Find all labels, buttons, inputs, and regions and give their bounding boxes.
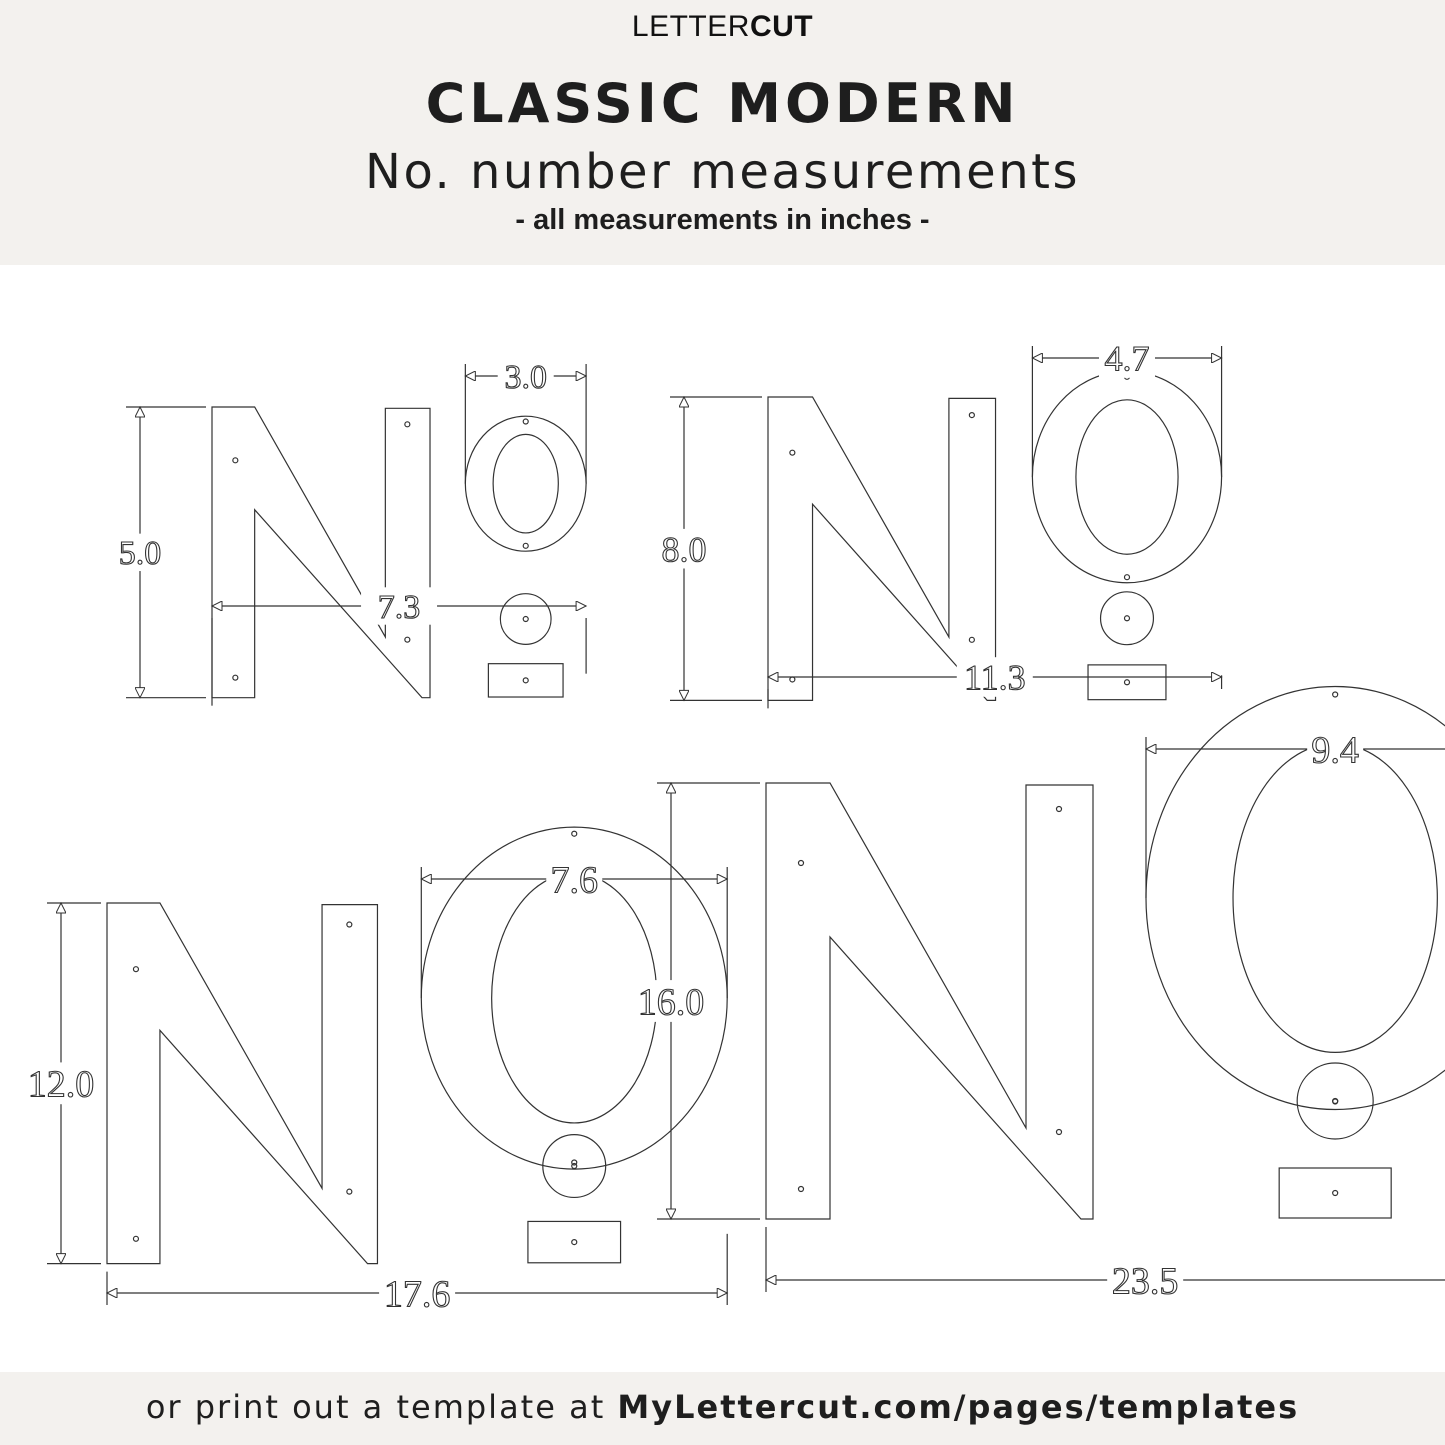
- mount-hole: [405, 422, 410, 427]
- footer-text: [0, 1388, 1445, 1426]
- letter-n-outline: [766, 783, 1093, 1219]
- mount-hole: [572, 831, 577, 836]
- units-note: - all measurements in inches -: [515, 204, 930, 236]
- o-width-label: 7.6: [550, 859, 598, 902]
- mount-hole: [572, 1240, 577, 1245]
- letter-o-outer: [1146, 687, 1445, 1110]
- letter-n-outline: [212, 407, 430, 698]
- mount-hole: [790, 450, 795, 455]
- mount-hole: [1057, 807, 1062, 812]
- dot-circle: [1101, 592, 1154, 645]
- width-label: 11.3: [963, 657, 1026, 698]
- figure-large: [28, 827, 727, 1315]
- mount-hole: [133, 1236, 138, 1241]
- brand-bold: CUT: [749, 10, 814, 43]
- o-width-label: 9.4: [1311, 729, 1359, 772]
- underline-bar: [1279, 1168, 1391, 1218]
- mount-hole: [572, 1164, 577, 1169]
- mount-hole: [790, 677, 795, 682]
- mount-hole: [799, 861, 804, 866]
- templates-link[interactable]: MyLettercut.com/pages/templates: [617, 1388, 1300, 1426]
- underline-bar: [488, 664, 563, 697]
- width-label: 17.6: [383, 1273, 451, 1316]
- figure-small: [108, 357, 586, 705]
- o-width-label: 3.0: [504, 358, 547, 396]
- mount-hole: [969, 637, 974, 642]
- footer-band: [0, 1372, 1445, 1445]
- mount-hole: [1333, 692, 1338, 697]
- letter-n-outline: [768, 397, 996, 700]
- mount-hole: [969, 413, 974, 418]
- mount-hole: [347, 1189, 352, 1194]
- mount-hole: [347, 922, 352, 927]
- width-label: 23.5: [1111, 1260, 1179, 1303]
- letter-o-inner: [1076, 400, 1178, 554]
- letter-o-inner: [1233, 744, 1437, 1053]
- height-label: 8.0: [661, 529, 707, 570]
- height-label: 5.0: [118, 535, 162, 573]
- letter-o-inner: [493, 434, 558, 533]
- letter-o-outer: [465, 416, 586, 551]
- mount-hole: [233, 675, 238, 680]
- width-label: 7.3: [377, 588, 421, 626]
- o-width-label: 4.7: [1104, 338, 1150, 379]
- mount-hole: [523, 617, 528, 622]
- figure-medium: [652, 338, 1222, 708]
- underline-bar: [528, 1221, 621, 1262]
- dot-circle: [1297, 1063, 1373, 1139]
- mount-hole: [133, 967, 138, 972]
- mount-hole: [523, 678, 528, 683]
- underline-bar: [1088, 665, 1166, 700]
- mount-hole: [1057, 1130, 1062, 1135]
- dot-circle: [543, 1135, 606, 1198]
- height-label: 12.0: [27, 1063, 95, 1106]
- dot-circle: [500, 594, 551, 645]
- page-title: CLASSIC MODERN: [425, 72, 1020, 135]
- mount-hole: [523, 543, 528, 548]
- letter-n-outline: [107, 903, 377, 1264]
- letter-o-outer: [1032, 371, 1221, 582]
- height-label: 16.0: [637, 981, 705, 1024]
- figure-xlarge: [638, 687, 1445, 1303]
- mount-hole: [1333, 1191, 1338, 1196]
- mount-hole: [799, 1187, 804, 1192]
- mount-hole: [405, 637, 410, 642]
- brand-light: LETTER: [631, 10, 750, 43]
- letter-o-inner: [492, 873, 657, 1123]
- mount-hole: [233, 458, 238, 463]
- mount-hole: [1124, 616, 1129, 621]
- mount-hole: [1124, 680, 1129, 685]
- mount-hole: [1124, 575, 1129, 580]
- footer-prefix: or print out a template at: [145, 1388, 618, 1426]
- page-subtitle: No. number measurements: [365, 144, 1080, 200]
- mount-hole: [523, 419, 528, 424]
